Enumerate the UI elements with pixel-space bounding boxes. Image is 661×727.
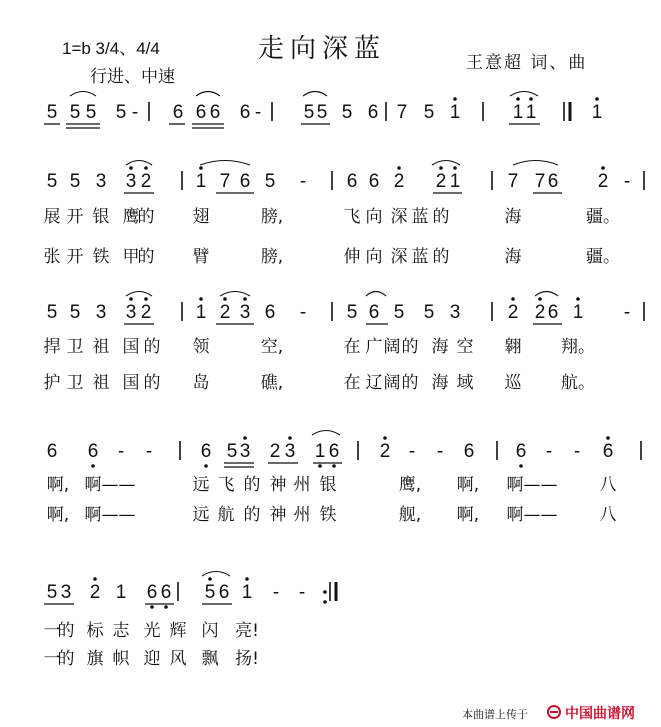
note: 6: [200, 441, 212, 462]
note: 5: [226, 441, 238, 462]
low-octave-dot: [519, 464, 523, 468]
note: 1: [572, 302, 584, 323]
lyric-syllable: 志: [112, 621, 130, 641]
note: 1: [449, 171, 461, 192]
lyric-syllable: 飞: [217, 475, 235, 495]
high-octave-dot: [243, 436, 247, 440]
note: 3: [239, 441, 251, 462]
lyric-syllable: 海: [431, 337, 449, 357]
lyric-syllable: 啊,: [456, 475, 480, 495]
note: 5: [423, 102, 435, 123]
composer-credit: 王意超 词、曲: [466, 53, 588, 73]
site-name: 中国曲谱网: [565, 706, 635, 722]
slur: [126, 292, 152, 297]
note: 6: [87, 441, 99, 462]
repeat-dot: [323, 600, 327, 604]
high-octave-dot: [538, 297, 542, 301]
lyric-syllable: 闪: [201, 621, 219, 641]
lyric-syllable: 在: [343, 337, 361, 357]
lyric-syllable: 的: [243, 475, 261, 495]
note: 6: [172, 102, 184, 123]
lyric-syllable: 帜: [112, 649, 130, 669]
slur: [220, 292, 250, 297]
lyric-syllable: 铁: [319, 505, 337, 525]
note: 6: [463, 441, 475, 462]
lyric-syllable: 向: [365, 247, 383, 267]
high-octave-dot: [199, 166, 203, 170]
lyric-syllable: 飘: [201, 649, 219, 669]
note: 3: [60, 582, 72, 603]
slur: [366, 292, 386, 297]
site-logo-icon: [546, 704, 562, 720]
lyric-syllable: 飞: [343, 207, 361, 227]
note: 5: [46, 582, 58, 603]
high-octave-dot: [606, 436, 610, 440]
lyric-syllable: 鹰,: [398, 475, 422, 495]
note: 2: [140, 171, 152, 192]
note: 6: [328, 441, 340, 462]
song-title: 走向深蓝: [258, 34, 387, 64]
note: -: [145, 441, 153, 462]
lyric-syllable: 银: [319, 475, 337, 495]
lyric-syllable: 岛: [192, 373, 210, 393]
note: 1: [314, 441, 326, 462]
slur: [513, 161, 558, 166]
note: -: [272, 582, 280, 603]
lyric-syllable: 深: [390, 207, 408, 227]
lyric-syllable: 远: [192, 505, 210, 525]
lyric-syllable: 蓝: [411, 247, 429, 267]
high-octave-dot: [223, 297, 227, 301]
lyric-syllable: 张: [43, 247, 61, 267]
lyric-syllable: 疆。: [586, 207, 620, 227]
note: 2: [435, 171, 447, 192]
lyric-syllable: 的: [432, 247, 450, 267]
lyric-syllable: 风: [169, 649, 187, 669]
note: 6: [515, 441, 527, 462]
high-octave-dot: [129, 166, 133, 170]
note: 6: [602, 441, 614, 462]
note: 5: [346, 302, 358, 323]
lyric-syllable: 领: [192, 337, 210, 357]
lyric-syllable: 甲: [122, 247, 140, 267]
slur: [196, 92, 220, 97]
lyric-syllable: 八: [599, 505, 617, 525]
note: 5: [85, 102, 97, 123]
note: 5: [303, 102, 315, 123]
high-octave-dot: [144, 297, 148, 301]
note: 5: [204, 582, 216, 603]
lyric-syllable: 域: [456, 373, 474, 393]
note: 5: [69, 302, 81, 323]
note: 1: [449, 102, 461, 123]
lyric-syllable: 辽: [365, 373, 383, 393]
lyric-syllable: 辉: [169, 621, 187, 641]
note: -: [117, 441, 125, 462]
note: 3: [125, 302, 137, 323]
lyric-syllable: 阔: [383, 337, 401, 357]
note: 5: [341, 102, 353, 123]
lyric-syllable: 海: [504, 247, 522, 267]
note: 6: [218, 582, 230, 603]
note: 1: [115, 582, 127, 603]
lyric-syllable: 护: [43, 373, 61, 393]
note: 2: [269, 441, 281, 462]
lyric-syllable: 远: [192, 475, 210, 495]
note: -: [131, 102, 139, 123]
lyric-syllable: 啊——: [84, 505, 136, 525]
lyric-syllable: 膀,: [260, 207, 284, 227]
lyric-syllable: 的: [143, 373, 161, 393]
note: 6: [346, 171, 358, 192]
low-octave-dot: [318, 464, 322, 468]
slur: [510, 92, 538, 97]
lyric-syllable: 开: [66, 247, 84, 267]
lyric-syllable: 翅: [192, 207, 210, 227]
lyric-syllable: 啊,: [456, 505, 480, 525]
note: 1: [591, 102, 603, 123]
lyric-syllable: 卫: [66, 373, 84, 393]
lyric-syllable: 海: [504, 207, 522, 227]
note: 5: [423, 302, 435, 323]
lyric-syllable: 捍: [43, 337, 61, 357]
lyric-syllable: 国: [122, 373, 140, 393]
high-octave-dot: [243, 297, 247, 301]
lyric-syllable: 在: [343, 373, 361, 393]
note: 6: [46, 441, 58, 462]
lyric-syllable: 祖: [92, 337, 110, 357]
low-octave-dot: [164, 605, 168, 609]
lyric-syllable: 迎: [143, 649, 161, 669]
note: 5: [115, 102, 127, 123]
note: 3: [125, 171, 137, 192]
lyric-syllable: 展: [43, 207, 61, 227]
high-octave-dot: [453, 97, 457, 101]
lyric-syllable: 啊,: [46, 475, 70, 495]
high-octave-dot: [129, 297, 133, 301]
lyric-syllable: 海: [431, 373, 449, 393]
low-octave-dot: [332, 464, 336, 468]
tempo-marking: 行进、中速: [90, 67, 175, 87]
lyric-syllable: 蓝: [411, 207, 429, 227]
slur: [312, 431, 340, 436]
lyric-syllable: 的: [401, 373, 419, 393]
note: 3: [449, 302, 461, 323]
note: 6: [160, 582, 172, 603]
note: -: [545, 441, 553, 462]
high-octave-dot: [288, 436, 292, 440]
note: 5: [46, 302, 58, 323]
note: 7: [534, 171, 546, 192]
lyric-syllable: 鹰: [122, 207, 140, 227]
note: 2: [140, 302, 152, 323]
high-octave-dot: [453, 166, 457, 170]
note: -: [298, 582, 306, 603]
note: -: [408, 441, 416, 462]
lyric-syllable: 的: [137, 207, 155, 227]
lyric-syllable: 疆。: [586, 247, 620, 267]
slur: [202, 572, 230, 577]
lyric-syllable: 啊——: [506, 505, 558, 525]
lyric-syllable: 神: [269, 505, 287, 525]
high-octave-dot: [144, 166, 148, 170]
lyric-syllable: 巡: [504, 373, 522, 393]
lyric-syllable: 的: [401, 337, 419, 357]
note: 1: [195, 171, 207, 192]
slur: [432, 161, 460, 166]
high-octave-dot: [516, 97, 520, 101]
high-octave-dot: [601, 166, 605, 170]
lyric-syllable: 礁,: [260, 373, 284, 393]
high-octave-dot: [511, 297, 515, 301]
high-octave-dot: [439, 166, 443, 170]
lyric-syllable: 的: [57, 649, 75, 669]
lyric-syllable: 伸: [343, 247, 361, 267]
note: 3: [95, 302, 107, 323]
low-octave-dot: [91, 464, 95, 468]
key-signature: 1=b 3/4、4/4: [62, 39, 160, 58]
note: -: [623, 302, 631, 323]
note: -: [436, 441, 444, 462]
repeat-dot: [323, 590, 327, 594]
note: -: [254, 102, 262, 123]
note: 2: [219, 302, 231, 323]
lyric-syllable: 阔: [383, 373, 401, 393]
note: 6: [367, 102, 379, 123]
lyric-syllable: 亮!: [235, 621, 259, 641]
note: 6: [146, 582, 158, 603]
lyric-syllable: 翱: [504, 337, 522, 357]
note: 6: [547, 302, 559, 323]
lyric-syllable: 一: [43, 649, 61, 669]
lyric-syllable: 的: [243, 505, 261, 525]
note: 1: [525, 102, 537, 123]
note: 2: [597, 171, 609, 192]
note: -: [623, 171, 631, 192]
note: 3: [284, 441, 296, 462]
note: 6: [239, 102, 251, 123]
lyric-syllable: 臂: [192, 247, 210, 267]
note: 5: [69, 102, 81, 123]
high-octave-dot: [595, 97, 599, 101]
lyric-syllable: 州: [293, 475, 311, 495]
note: -: [299, 302, 307, 323]
high-octave-dot: [93, 577, 97, 581]
lyric-syllable: 航。: [561, 373, 595, 393]
lyric-syllable: 八: [599, 475, 617, 495]
note: 6: [209, 102, 221, 123]
lyric-syllable: 膀,: [260, 247, 284, 267]
note: 5: [46, 102, 58, 123]
note: 1: [195, 302, 207, 323]
high-octave-dot: [397, 166, 401, 170]
lyric-syllable: 的: [57, 621, 75, 641]
slur: [535, 292, 558, 297]
note: 7: [507, 171, 519, 192]
note: 6: [368, 302, 380, 323]
high-octave-dot: [208, 577, 212, 581]
lyric-syllable: 旗: [86, 649, 104, 669]
slur: [200, 161, 250, 166]
lyric-syllable: 广: [365, 337, 383, 357]
note: 1: [241, 582, 253, 603]
lyric-syllable: 银: [92, 207, 110, 227]
lyric-syllable: 深: [390, 247, 408, 267]
low-octave-dot: [204, 464, 208, 468]
lyric-syllable: 空: [456, 337, 474, 357]
lyric-syllable: 卫: [66, 337, 84, 357]
lyric-syllable: 啊——: [84, 475, 136, 495]
slur: [70, 92, 96, 97]
high-octave-dot: [199, 297, 203, 301]
lyric-syllable: 国: [122, 337, 140, 357]
lyric-syllable: 向: [365, 207, 383, 227]
note: 2: [393, 171, 405, 192]
lyric-syllable: 州: [293, 505, 311, 525]
note: 7: [219, 171, 231, 192]
slur: [126, 161, 152, 166]
note: 7: [396, 102, 408, 123]
lyric-syllable: 标: [86, 621, 104, 641]
note: 6: [195, 102, 207, 123]
high-octave-dot: [576, 297, 580, 301]
note: 2: [507, 302, 519, 323]
lyric-syllable: 神: [269, 475, 287, 495]
lyric-syllable: 扬!: [235, 649, 259, 669]
note: 6: [239, 171, 251, 192]
note: 1: [512, 102, 524, 123]
note: 6: [264, 302, 276, 323]
note: 2: [89, 582, 101, 603]
lyric-syllable: 铁: [92, 247, 110, 267]
low-octave-dot: [150, 605, 154, 609]
note: 2: [534, 302, 546, 323]
lyric-syllable: 啊——: [506, 475, 558, 495]
note: 2: [379, 441, 391, 462]
note: 5: [316, 102, 328, 123]
note: -: [573, 441, 581, 462]
upload-note: 本曲谱上传于: [462, 708, 528, 721]
lyric-syllable: 翔。: [561, 337, 595, 357]
lyric-syllable: 的: [137, 247, 155, 267]
note: 3: [239, 302, 251, 323]
lyric-syllable: 舰,: [398, 505, 422, 525]
note: 5: [69, 171, 81, 192]
lyric-syllable: 光: [143, 621, 161, 641]
lyric-syllable: 航: [217, 505, 235, 525]
lyric-syllable: 祖: [92, 373, 110, 393]
note: 5: [264, 171, 276, 192]
lyric-syllable: 空,: [260, 337, 284, 357]
high-octave-dot: [245, 577, 249, 581]
slur: [303, 92, 327, 97]
lyric-syllable: 一: [43, 621, 61, 641]
lyric-syllable: 开: [66, 207, 84, 227]
lyric-syllable: 啊,: [46, 505, 70, 525]
high-octave-dot: [383, 436, 387, 440]
note: 6: [368, 171, 380, 192]
note: 3: [95, 171, 107, 192]
lyric-syllable: 的: [143, 337, 161, 357]
high-octave-dot: [529, 97, 533, 101]
note: 5: [46, 171, 58, 192]
lyric-syllable: 的: [432, 207, 450, 227]
note: 5: [393, 302, 405, 323]
note: 6: [547, 171, 559, 192]
note: -: [299, 171, 307, 192]
